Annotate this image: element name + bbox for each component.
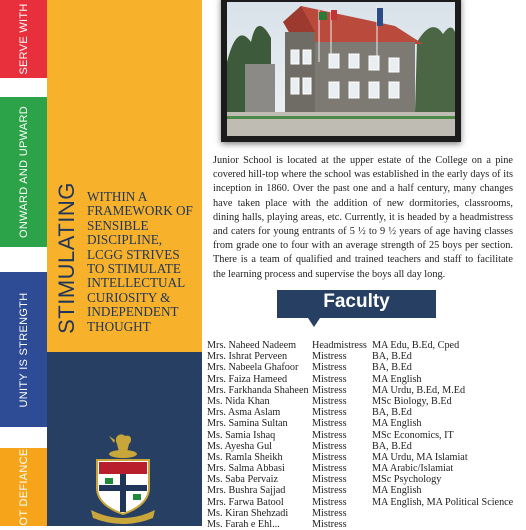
faculty-designation: Mistress <box>312 451 347 463</box>
motto-strip-onward <box>0 97 47 247</box>
faculty-designation: Mistress <box>312 474 347 486</box>
faculty-qualification: MA English <box>372 485 422 497</box>
motto-strip-unity <box>0 272 47 427</box>
faculty-qualification: MA Urdu, MA Islamiat <box>372 451 468 463</box>
faculty-name: Mrs. Farkhanda Shaheen <box>207 384 309 396</box>
junior-school-photo <box>221 0 461 142</box>
stimulating-heading: STIMULATING <box>54 182 79 334</box>
faculty-name: Ms. Nida Khan <box>207 395 270 407</box>
faculty-row <box>207 497 526 508</box>
motto-label: SERVE WITH <box>17 3 30 75</box>
faculty-designation: Mistress <box>312 395 347 407</box>
faculty-designation: Mistress <box>312 507 347 519</box>
tagline: WITHIN A FRAMEWORK OF SENSIBLE DISCIPLINE, LCGG STRIVES TO STIMULATE INTELLECTUAL CURIOSITY & INDEPENDENT THOUGHT <box>87 189 193 334</box>
faculty-row <box>207 519 526 530</box>
faculty-qualification: MSc Biology, B.Ed <box>372 395 452 407</box>
faculty-list <box>207 340 526 530</box>
faculty-name: Ms. Ramla Sheikh <box>207 451 283 463</box>
faculty-row <box>207 340 526 351</box>
faculty-row <box>207 508 526 519</box>
faculty-banner <box>277 290 436 318</box>
motto-label: UNITY IS STRENGTH <box>17 292 30 407</box>
motto-label: OT DEFIANCE <box>17 448 30 526</box>
faculty-row <box>207 362 526 373</box>
faculty-qualification: BA, B.Ed <box>372 440 412 452</box>
faculty-qualification: MA English <box>372 418 422 430</box>
faculty-name: Mrs. Ishrat Perveen <box>207 351 288 363</box>
faculty-name: Mrs. Asma Aslam <box>207 407 281 419</box>
faculty-designation: Mistress <box>312 496 347 508</box>
faculty-name: Ms. Samia Ishaq <box>207 429 276 441</box>
faculty-name: Mrs. Nabeela Ghafoor <box>207 362 299 374</box>
faculty-designation: Mistress <box>312 440 347 452</box>
banner-notch <box>308 318 320 327</box>
faculty-row <box>207 396 526 407</box>
faculty-designation: Mistress <box>312 407 347 419</box>
faculty-name: Mrs. Faiza Hameed <box>207 373 288 385</box>
faculty-row <box>207 452 526 463</box>
faculty-row <box>207 351 526 362</box>
school-description: Junior School is located at the upper estate of the College on a pine covered hill-top where the school was established in the early days of its inception in 1860. Over the past one and a half century, many changes have taken place with the addition of new dormitories, classrooms, dining halls, playing areas, etc. Currently, it is headed by a headmistress and caters for young entrants of 5 ½ to 9 ½ years of age having classes from grade one to four with an average strength of 25 boys per section. There is a team of qualified and trained teachers and staff to facilitate the learning process and supervise the boys all day long. <box>213 155 513 280</box>
faculty-designation: Headmistress <box>312 340 367 351</box>
faculty-name: Ms. Kiran Shehzadi <box>207 507 289 519</box>
college-crest-logo <box>87 430 159 526</box>
faculty-designation: Mistress <box>312 519 347 530</box>
faculty-row <box>207 463 526 474</box>
faculty-name: Ms. Ayesha Gul <box>207 440 272 452</box>
faculty-qualification: MSc Psychology <box>372 474 442 486</box>
faculty-row <box>207 374 526 385</box>
faculty-qualification: BA, B.Ed <box>372 351 412 363</box>
faculty-designation: Mistress <box>312 485 347 497</box>
faculty-qualification: MSc Economics, IT <box>372 429 454 441</box>
faculty-designation: Mistress <box>312 362 347 374</box>
motto-strip-defiance <box>0 448 47 526</box>
faculty-qualification: MA English <box>372 373 422 385</box>
faculty-name: Mrs. Samina Sultan <box>207 418 288 430</box>
faculty-designation: Mistress <box>312 429 347 441</box>
building-image <box>227 2 455 136</box>
faculty-name: Ms. Farah e Ehl... <box>207 519 280 530</box>
faculty-row <box>207 418 526 429</box>
faculty-qualification: MA Urdu, B.Ed, M.Ed <box>372 384 466 396</box>
motto-label: ONWARD AND UPWARD <box>17 105 30 239</box>
faculty-row <box>207 430 526 441</box>
faculty-designation: Mistress <box>312 384 347 396</box>
faculty-row <box>207 407 526 418</box>
faculty-designation: Mistress <box>312 351 347 363</box>
faculty-name: Mrs. Naheed Nadeem <box>207 340 297 351</box>
faculty-qualification: MA Edu, B.Ed, Cped <box>372 340 460 351</box>
faculty-name: Mrs. Salma Abbasi <box>207 463 285 475</box>
faculty-qualification: MA English, MA Political Science <box>372 496 514 508</box>
faculty-row <box>207 385 526 396</box>
faculty-name: Ms. Saba Pervaiz <box>207 474 279 486</box>
faculty-designation: Mistress <box>312 418 347 430</box>
faculty-row <box>207 474 526 485</box>
faculty-designation: Mistress <box>312 463 347 475</box>
faculty-title: Faculty <box>323 291 390 312</box>
faculty-qualification: BA, B.Ed <box>372 407 412 419</box>
faculty-qualification: BA, B.Ed <box>372 362 412 374</box>
faculty-designation: Mistress <box>312 373 347 385</box>
faculty-row <box>207 441 526 452</box>
faculty-row <box>207 485 526 496</box>
faculty-qualification: MA Arabic/Islamiat <box>372 463 454 475</box>
faculty-name: Mrs. Farwa Batool <box>207 496 284 508</box>
motto-strip-serve <box>0 0 47 78</box>
faculty-name: Mrs. Bushra Sajjad <box>207 485 286 497</box>
